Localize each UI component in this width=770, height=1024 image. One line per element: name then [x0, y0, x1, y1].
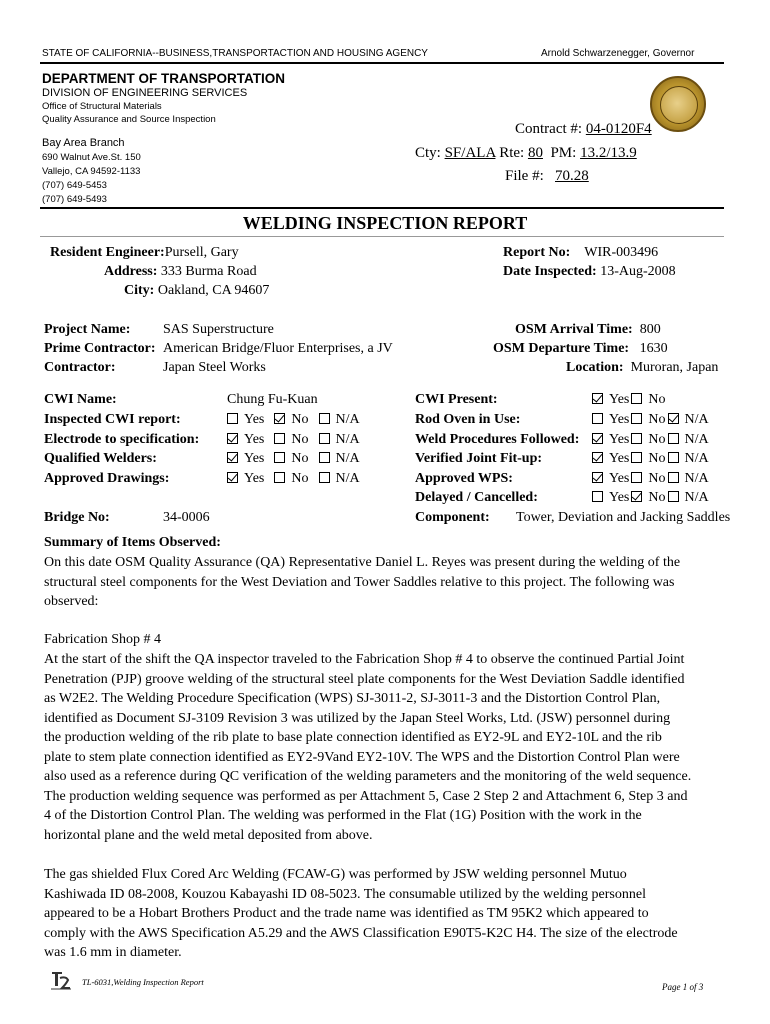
- paragraph-line: horizontal plane and the weld metal deposited from above.: [44, 827, 373, 843]
- left-item-1-yes-label: Yes: [244, 431, 265, 447]
- right-item-3-no-label: No: [648, 470, 666, 486]
- osm-departure-label: OSM Departure Time:: [493, 341, 630, 356]
- right-item-0-yes-label: Yes: [609, 412, 630, 427]
- paragraph-line: as W2E2. The Welding Procedure Specification (WPS) SJ-3011-2, SJ-3011-3 and the Distortion Control Plan,: [44, 691, 661, 706]
- contract-label: Contract #:: [515, 121, 583, 137]
- left-item-1-label: Electrode to specification:: [44, 431, 200, 447]
- cwi-present-no-checkbox[interactable]: [631, 393, 642, 404]
- project-name-value: SAS Superstructure: [163, 322, 274, 337]
- paragraph-line: identified as Document SJ-3109 Revision 3 was utilized by the Japan Steel Works, Ltd. (JSW) personnel during: [44, 710, 671, 726]
- pm-value: 13.2/13.9: [580, 145, 637, 161]
- paragraph-line: structural steel components for the West Deviation and Tower Saddles relative to this project. The following was: [44, 574, 675, 590]
- left-item-0-no-checkbox[interactable]: [274, 413, 285, 424]
- paragraph-line: 4 of the Distortion Control Plan. The welding was performed in the Flat (1G) Position with the work in the: [44, 808, 642, 823]
- contractor-value: Japan Steel Works: [163, 360, 266, 375]
- right-item-0-no-checkbox[interactable]: [631, 413, 642, 424]
- right-item-1-no-label: No: [648, 431, 666, 447]
- paragraph-line: plate to stem plate connection identified as EY2-9Vand EY2-10V. The WPS and the Distortion Control Plan were: [44, 749, 680, 765]
- left-item-0-label: Inspected CWI report:: [44, 412, 181, 427]
- qa-line: Quality Assurance and Source Inspection: [42, 114, 216, 125]
- project-name-label: Project Name:: [44, 322, 131, 337]
- right-item-3-options: [592, 471, 711, 487]
- left-item-2-no-checkbox[interactable]: [274, 452, 285, 463]
- engineer-city-row: [124, 283, 269, 299]
- paragraph-line: Kashiwada ID 08-2008, Kouzou Kabayashi ID 08-5023. The consumable utilized by the welding personnel: [44, 886, 646, 902]
- cwi-present-yes-label: Yes: [609, 392, 630, 407]
- right-item-4-options: [592, 490, 711, 506]
- right-item-1-yes-label: Yes: [609, 431, 630, 447]
- right-item-1-na-checkbox[interactable]: [668, 433, 679, 444]
- summary-heading: Summary of Items Observed:: [44, 535, 221, 550]
- osm-arrival-label: OSM Arrival Time:: [515, 322, 633, 337]
- right-item-3-na-checkbox[interactable]: [668, 472, 679, 483]
- location-row: [566, 360, 718, 376]
- prime-contractor-value: American Bridge/Fluor Enterprises, a JV: [163, 341, 393, 356]
- cwi-name-label: CWI Name:: [44, 392, 117, 407]
- rte-label: Rte:: [499, 145, 525, 161]
- left-item-0-na-checkbox[interactable]: [319, 413, 330, 424]
- title-rule: [40, 207, 724, 209]
- report-title: WELDING INSPECTION REPORT: [242, 213, 528, 233]
- right-item-3-yes-checkbox[interactable]: [592, 472, 603, 483]
- right-item-1-na-label: N/A: [684, 431, 709, 447]
- right-item-0-na-label: N/A: [684, 412, 709, 427]
- file-row: [505, 168, 597, 185]
- right-item-4-no-checkbox[interactable]: [631, 491, 642, 502]
- paragraph-line: At the start of the shift the QA inspector traveled to the Fabrication Shop # 4 to observe the continued Partial Joint: [44, 652, 685, 667]
- cwi-present-yes-checkbox[interactable]: [592, 393, 603, 404]
- caltrans-logo-icon: [50, 970, 72, 990]
- osm-arrival-value: 800: [639, 322, 661, 337]
- right-item-2-yes-checkbox[interactable]: [592, 452, 603, 463]
- governor-line: Arnold Schwarzenegger, Governor: [541, 48, 695, 59]
- left-item-1-yes-checkbox[interactable]: [227, 433, 238, 444]
- right-item-1-label: Weld Procedures Followed:: [415, 431, 580, 447]
- date-inspected-row: [503, 264, 676, 280]
- paragraph-line: the production welding of the rib plate to base plate connection identified as EY2-9L and EY2-10L and the rib: [44, 730, 662, 745]
- location-value: Muroran, Japan: [630, 360, 719, 375]
- engineer-address-row: [104, 264, 257, 280]
- resident-engineer-label: Resident Engineer:: [50, 245, 165, 260]
- left-item-3-yes-label: Yes: [244, 470, 265, 486]
- left-item-3-no-checkbox[interactable]: [274, 472, 285, 483]
- engineer-address-label: Address:: [104, 264, 158, 279]
- fabrication-shop-heading: Fabrication Shop # 4: [44, 632, 162, 647]
- pm-label: PM:: [550, 145, 577, 161]
- left-item-0-na-label: N/A: [335, 412, 360, 427]
- left-item-1-options: [227, 432, 370, 448]
- osm-departure-row: [493, 341, 668, 357]
- resident-engineer-row: [50, 245, 239, 261]
- left-item-2-yes-label: Yes: [244, 451, 265, 466]
- footer-page-number: Page 1 of 3: [662, 982, 704, 992]
- left-item-2-na-checkbox[interactable]: [319, 452, 330, 463]
- contractor-label: Contractor:: [44, 360, 116, 375]
- engineer-city-value: Oakland, CA 94607: [157, 283, 270, 298]
- summary-paragraph-3: [44, 865, 734, 963]
- left-item-2-yes-checkbox[interactable]: [227, 452, 238, 463]
- right-item-4-yes-label: Yes: [609, 490, 630, 505]
- division-line: DIVISION OF ENGINEERING SERVICES: [42, 87, 248, 99]
- left-item-1-na-label: N/A: [335, 431, 360, 447]
- route-row: [415, 145, 661, 162]
- right-item-1-no-checkbox[interactable]: [631, 433, 642, 444]
- paragraph-line: also used as a reference during QC verification of the welding parameters and the monitoring of the weld sequence.: [44, 769, 692, 784]
- right-item-0-label: Rod Oven in Use:: [415, 412, 521, 427]
- right-item-1-options: [592, 432, 711, 448]
- right-item-4-label: Delayed / Cancelled:: [415, 490, 538, 505]
- right-item-2-no-checkbox[interactable]: [631, 452, 642, 463]
- right-item-3-no-checkbox[interactable]: [631, 472, 642, 483]
- summary-paragraph-2: [44, 650, 734, 845]
- left-item-3-options: [227, 471, 370, 487]
- contract-value: 04-0120F4: [585, 121, 652, 137]
- report-number-value: WIR-003496: [584, 245, 659, 260]
- branch-address-2: Vallejo, CA 94592-1133: [42, 166, 141, 177]
- osm-departure-value: 1630: [639, 341, 668, 356]
- left-item-2-na-label: N/A: [335, 451, 360, 466]
- right-item-3-na-label: N/A: [684, 470, 709, 486]
- report-number-row: [503, 245, 658, 261]
- left-item-3-no-label: No: [291, 470, 309, 486]
- cty-value: SF/ALA: [444, 145, 496, 161]
- state-seal-icon: [650, 76, 706, 132]
- left-item-0-yes-label: Yes: [244, 412, 265, 427]
- report-number-label: Report No:: [503, 245, 571, 260]
- date-inspected-label: Date Inspected:: [503, 264, 597, 279]
- file-value: 70.28: [555, 168, 589, 184]
- contract-row: [515, 121, 652, 138]
- right-item-4-na-label: N/A: [684, 490, 709, 505]
- left-item-0-options: [227, 412, 370, 428]
- paragraph-line: The gas shielded Flux Cored Arc Welding (FCAW-G) was performed by JSW welding personnel Mutuo: [44, 867, 627, 882]
- right-item-2-no-label: No: [648, 451, 666, 466]
- component-label: Component:: [415, 510, 490, 525]
- right-item-4-na-checkbox[interactable]: [668, 491, 679, 502]
- right-item-4-no-label: No: [648, 490, 666, 505]
- osm-arrival-row: [515, 322, 661, 338]
- left-item-1-na-checkbox[interactable]: [319, 433, 330, 444]
- bridge-no-value: 34-0006: [163, 510, 210, 525]
- left-item-2-label: Qualified Welders:: [44, 451, 157, 466]
- left-item-1-no-checkbox[interactable]: [274, 433, 285, 444]
- summary-paragraph-1: [44, 553, 734, 612]
- file-label: File #:: [505, 168, 544, 184]
- component-value: Tower, Deviation and Jacking Saddles: [516, 510, 731, 525]
- right-item-2-na-label: N/A: [684, 451, 709, 466]
- left-item-3-yes-checkbox[interactable]: [227, 472, 238, 483]
- right-item-0-na-checkbox[interactable]: [668, 413, 679, 424]
- footer-form-id: TL-6031,Welding Inspection Report: [82, 977, 204, 987]
- right-item-3-label: Approved WPS:: [415, 470, 513, 486]
- engineer-address-value: 333 Burma Road: [160, 264, 257, 279]
- left-item-1-no-label: No: [291, 431, 309, 447]
- cwi-present-options: [592, 392, 666, 408]
- title-underline: [40, 236, 724, 237]
- branch-phone-1: (707) 649-5453: [42, 180, 107, 191]
- right-item-2-yes-label: Yes: [609, 451, 630, 466]
- left-item-2-no-label: No: [291, 451, 309, 466]
- agency-line: STATE OF CALIFORNIA--BUSINESS,TRANSPORTACTION AND HOUSING AGENCY: [42, 48, 428, 59]
- left-item-3-na-label: N/A: [335, 470, 360, 486]
- engineer-city-label: City:: [124, 283, 155, 298]
- left-item-0-yes-checkbox[interactable]: [227, 413, 238, 424]
- resident-engineer-value: Pursell, Gary: [164, 245, 239, 260]
- left-item-3-label: Approved Drawings:: [44, 470, 170, 486]
- cty-label: Cty:: [415, 145, 441, 161]
- right-item-0-no-label: No: [648, 412, 666, 427]
- left-item-3-na-checkbox[interactable]: [319, 472, 330, 483]
- right-item-2-label: Verified Joint Fit-up:: [415, 451, 543, 466]
- bridge-no-label: Bridge No:: [44, 510, 110, 525]
- right-item-0-options: [592, 412, 711, 428]
- right-item-3-yes-label: Yes: [609, 470, 630, 486]
- location-label: Location:: [566, 360, 624, 375]
- date-inspected-value: 13-Aug-2008: [600, 264, 676, 279]
- paragraph-line: On this date OSM Quality Assurance (QA) Representative Daniel L. Reyes was present during the welding of the: [44, 555, 681, 570]
- branch-line: Bay Area Branch: [42, 137, 125, 149]
- right-item-2-na-checkbox[interactable]: [668, 452, 679, 463]
- right-item-1-yes-checkbox[interactable]: [592, 433, 603, 444]
- paragraph-line: Penetration (PJP) groove welding of the structural steel plate components for the West Deviation Saddle identified: [44, 671, 685, 687]
- department-title: DEPARTMENT OF TRANSPORTATION: [42, 71, 285, 86]
- cwi-present-no-label: No: [648, 392, 666, 407]
- header-rule: [40, 62, 724, 64]
- right-item-4-yes-checkbox[interactable]: [592, 491, 603, 502]
- paragraph-line: appeared to be a Hobart Brothers Product and the trade name was identified as TM 95K2 which appeared to: [44, 906, 649, 921]
- cwi-present-label: CWI Present:: [415, 392, 498, 407]
- prime-contractor-label: Prime Contractor:: [44, 341, 156, 356]
- paragraph-line: The production welding sequence was performed as per Attachment 5, Case 2 Step 2 and Attachment 6, Step 3 and: [44, 788, 688, 804]
- paragraph-line: comply with the AWS Specification A5.29 and the AWS Classification E90T5-K2C H4. The size of the electrode: [44, 925, 678, 941]
- right-item-0-yes-checkbox[interactable]: [592, 413, 603, 424]
- left-item-2-options: [227, 451, 370, 467]
- branch-address-1: 690 Walnut Ave.St. 150: [42, 152, 141, 163]
- rte-value: 80: [527, 145, 543, 161]
- right-item-2-options: [592, 451, 711, 467]
- paragraph-line: observed:: [44, 594, 99, 609]
- left-item-0-no-label: No: [291, 412, 309, 427]
- paragraph-line: was 1.6 mm in diameter.: [44, 945, 182, 960]
- office-line: Office of Structural Materials: [42, 101, 162, 112]
- branch-phone-2: (707) 649-5493: [42, 194, 107, 205]
- cwi-name-value: Chung Fu-Kuan: [227, 392, 318, 407]
